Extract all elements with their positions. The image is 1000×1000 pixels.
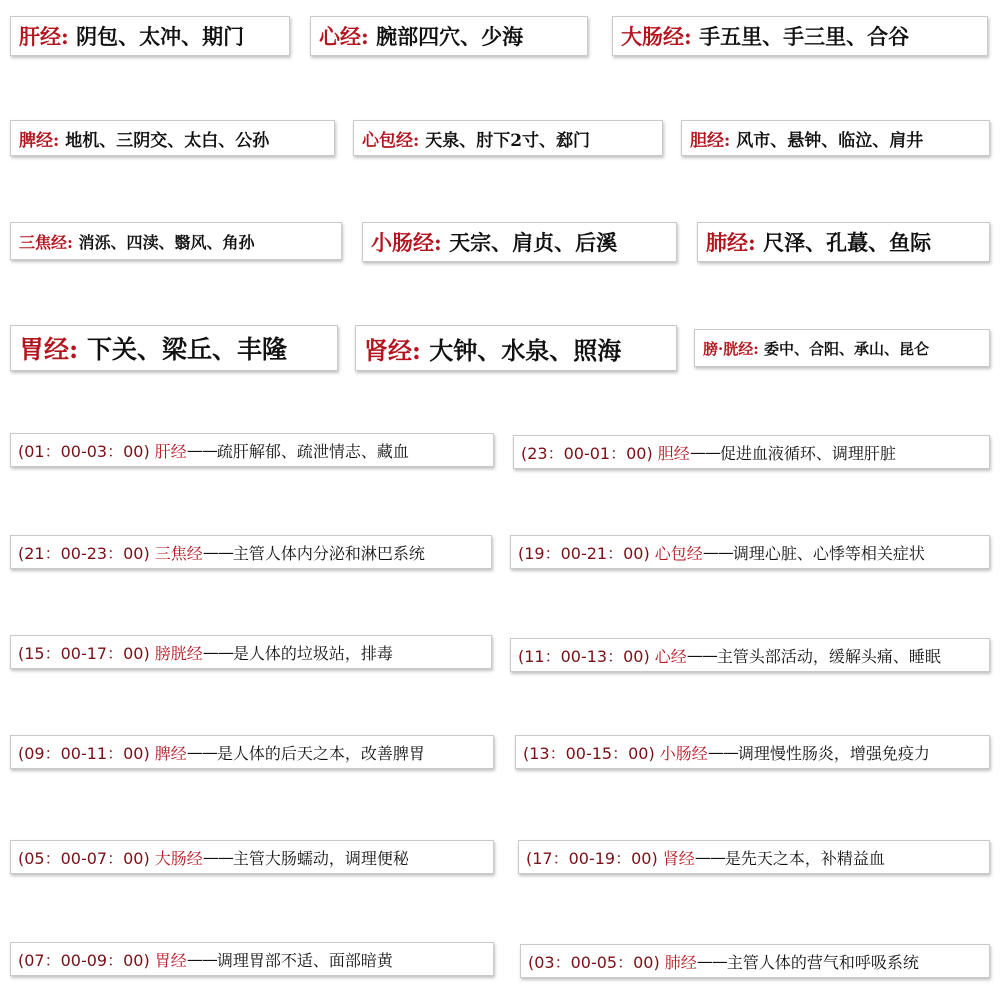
- timeline-kidney: [518, 840, 990, 874]
- label-triple-burner-meridian: [10, 222, 342, 260]
- description: 疏肝解郁、疏泄情志、藏血: [216, 441, 409, 461]
- time-range: (19：00-21：00): [518, 543, 650, 563]
- timeline-bladder: [10, 635, 492, 669]
- label-lung-meridian: [697, 222, 990, 262]
- label-pericardium-meridian: [353, 120, 663, 156]
- description: 调理慢性肠炎，增强免疫力: [737, 743, 930, 763]
- description: 促进血液循环、调理肝脏: [719, 443, 896, 463]
- label-liver-meridian: [10, 16, 290, 56]
- acupoints: 天泉、肘下2寸、郄门: [425, 130, 591, 151]
- acupoints: 阴包、太冲、期门: [76, 24, 245, 49]
- time-range: (13：00-15：00): [523, 743, 655, 763]
- acupoints: 委中、合阳、承山、昆仑: [764, 339, 930, 358]
- description: 调理心脏、心悸等相关症状: [732, 543, 925, 563]
- acupoints: 地机、三阴交、太白、公孙: [65, 130, 270, 151]
- description: 主管大肠蠕动，调理便秘: [232, 848, 409, 868]
- time-range: (07：00-09：00): [18, 950, 150, 970]
- time-range: (21：00-23：00): [18, 543, 150, 563]
- description: 是先天之本，补精益血: [724, 848, 885, 868]
- timeline-pericardium: [510, 535, 990, 569]
- timeline-small-intestine: [515, 735, 990, 769]
- meridian-name: 膀·胱经:: [703, 339, 759, 358]
- description: 主管人体内分泌和淋巴系统: [232, 543, 425, 563]
- description: 是人体的垃圾站，排毒: [232, 643, 393, 663]
- meridian-name: 三焦经:: [19, 232, 73, 252]
- acupoints: 下关、梁丘、丰隆: [86, 335, 287, 364]
- meridian-name: 肝经: [154, 441, 187, 461]
- time-range: (09：00-11：00): [18, 743, 150, 763]
- time-range: (15：00-17：00): [18, 643, 150, 663]
- meridian-name: 三焦经: [154, 543, 203, 563]
- dash: ——: [696, 951, 727, 971]
- acupoints: 大钟、水泉、照海: [429, 335, 622, 365]
- dash: ——: [702, 542, 733, 562]
- timeline-lung: [520, 944, 990, 978]
- meridian-name: 小肠经:: [371, 230, 442, 255]
- acupoints: 腕部四穴、少海: [376, 24, 524, 49]
- description: 是人体的后天之本，改善脾胃: [216, 743, 425, 763]
- time-range: (17：00-19：00): [526, 848, 658, 868]
- meridian-name: 膀胱经: [154, 643, 203, 663]
- meridian-name: 肝经:: [19, 24, 69, 49]
- meridian-name: 心经: [654, 646, 687, 666]
- time-range: (23：00-01：00): [521, 443, 653, 463]
- timeline-large-intestine: [10, 840, 494, 874]
- description: 主管头部活动，缓解头痛、睡眠: [716, 646, 941, 666]
- meridian-name: 胃经: [154, 950, 187, 970]
- meridian-name: 脾经: [154, 743, 187, 763]
- meridian-name: 肾经:: [364, 335, 421, 365]
- timeline-triple-burner: [10, 535, 492, 569]
- dash: ——: [186, 440, 217, 460]
- dash: ——: [186, 742, 217, 762]
- dash: ——: [202, 642, 233, 662]
- meridian-name: 心包经:: [362, 130, 420, 151]
- label-gallbladder-meridian: [681, 120, 990, 156]
- meridian-name: 心经:: [319, 24, 369, 49]
- label-stomach-meridian: [10, 325, 338, 371]
- dash: ——: [694, 847, 725, 867]
- time-range: (01：00-03：00): [18, 441, 150, 461]
- timeline-liver: [10, 433, 494, 467]
- description: 主管人体的营气和呼吸系统: [726, 952, 919, 972]
- dash: ——: [186, 949, 217, 969]
- acupoints: 天宗、肩贞、后溪: [449, 230, 618, 255]
- meridian-name: 胃经:: [19, 335, 79, 364]
- label-bladder-meridian: [694, 329, 990, 367]
- dash: ——: [686, 645, 717, 665]
- meridian-name: 胆经:: [690, 130, 731, 151]
- acupoints: 风市、悬钟、临泣、肩井: [736, 130, 924, 151]
- acupoints: 尺泽、孔蕞、鱼际: [763, 230, 932, 255]
- timeline-stomach: [10, 942, 494, 976]
- meridian-name: 胆经: [657, 443, 690, 463]
- meridian-name: 肾经: [662, 848, 695, 868]
- meridian-name: 脾经:: [19, 130, 60, 151]
- label-large-intestine-meridian: [612, 16, 988, 56]
- meridian-name: 大肠经: [154, 848, 203, 868]
- label-small-intestine-meridian: [362, 222, 677, 262]
- dash: ——: [202, 847, 233, 867]
- time-range: (11：00-13：00): [518, 646, 650, 666]
- acupoints: 消泺、四渎、翳风、角孙: [78, 232, 255, 252]
- dash: ——: [202, 542, 233, 562]
- label-heart-meridian: [310, 16, 588, 56]
- acupoints: 手五里、手三里、合谷: [699, 24, 910, 49]
- meridian-name: 肺经:: [706, 230, 756, 255]
- meridian-name: 肺经: [664, 952, 697, 972]
- meridian-name: 小肠经: [659, 743, 708, 763]
- timeline-gallbladder: [513, 435, 990, 469]
- time-range: (03：00-05：00): [528, 952, 660, 972]
- dash: ——: [707, 742, 738, 762]
- label-spleen-meridian: [10, 120, 335, 156]
- time-range: (05：00-07：00): [18, 848, 150, 868]
- timeline-spleen: [10, 735, 494, 769]
- meridian-name: 心包经: [654, 543, 703, 563]
- meridian-name: 大肠经:: [621, 24, 692, 49]
- dash: ——: [689, 442, 720, 462]
- description: 调理胃部不适、面部暗黄: [216, 950, 393, 970]
- timeline-heart: [510, 638, 990, 672]
- label-kidney-meridian: [355, 325, 677, 371]
